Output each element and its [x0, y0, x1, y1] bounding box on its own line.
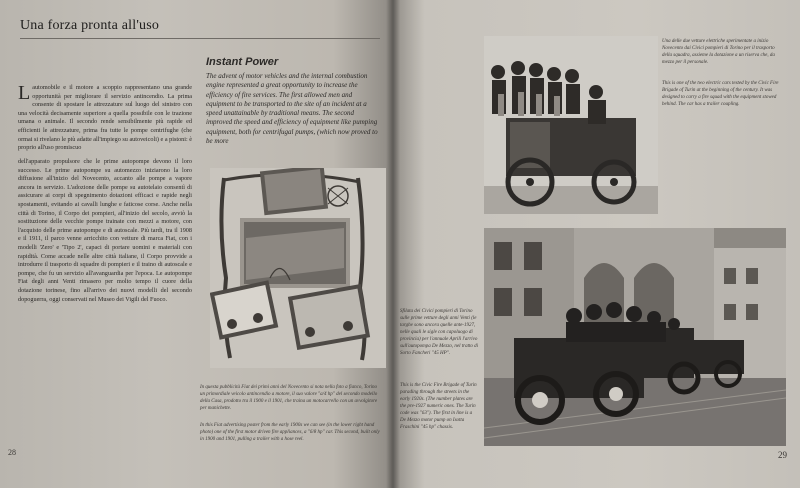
- left-page: [0, 0, 392, 488]
- body-italian-upper-text: automobile e il motore a scoppio rappresentano una grande opportunità per migliorare il servizio antincendio. La prima consente di spostare le attrezzature sul luogo del sinistro con una velocità decisamente superiore a quella possibile con le trazione umana o animale. Il secondo rende sensibilmente più rapide ed efficienti le attrezzature, prima fra tutte le pompe centrifughe (che ormai si rivelano le più adatte all'impiego su autoveicoli) e a pistoni: è proprio all'uso promiscuo: [18, 84, 192, 152]
- electric-car-photo: [484, 36, 658, 214]
- intro-english-text: The advent of motor vehicles and the internal combustion engine represented a great opportunity to increase the efficiency of fire services. The first allowed men and equipment to be transported to the site of an incident at a speed unattainable by traditional means. The second improved the speed and efficiency of equipment like pumping equipment, both for centrifugal pumps, (which now proved to be more: [206, 72, 378, 146]
- parade-photo-icon: [484, 228, 786, 446]
- electric-car-caption-italian: Una delle due vetture elettriche sperimentate a inizio Novecento dai Civici pompieri di Torino per il trasporto della squadra, assieme la dotazione a un riserva che, da mezzo per il personale.: [662, 39, 775, 65]
- body-italian-lower: dell'apparato propulsore che le prime autopompe devono il loro successo. Le prime autopompe su automezzo iniziarono la loro diffusione all'inizio del Novecento, accanto alle pompe a vapore ancora in servizio. L'adozione delle pompe su autotelaio consentì di assicurare ai corpi di spegnimento dotazioni efficaci e rapide negli spostamenti, evitando ai cavalli lunghe e faticose corse. Anche nella città di Torino, il Corpo dei pompieri, all'inizio del secolo, avviò la sostituzione delle vecchie pompe trainate con mezzi a motore, con l'acquisto delle prime autopompe e di autoscale. Più tardi, tra il 1908 e il 1911, il parco venne arricchito con vetture di marca Fiat, con i modelli 'Zero' e 'Tipo 2', capaci di portare uomini e materiali con rapidità. Come accade nelle altre città italiane, il Corpo provvide a introdurre il trasporto di squadre di pompieri e il traino di autoscale e pompe, che fu un servizio all'avanguardia per l'epoca. Le autopompe Fiat degli anni Venti rimasero per molto tempo il cuore della dotazione torinese, fino all'arrivo dei nuovi modelli del secondo dopoguerra, oggi conservati nel Museo dei Vigili del Fuoco.: [18, 158, 192, 303]
- title-divider: [20, 38, 380, 39]
- poster-caption-english: In this Fiat advertising poster from the early 1900s we can see (in the lower right hand photo) one of the first motor driven fire appliances, a "6/8 hp" car. This second, built only in 1900 and 1901, pulling a trailer with a hose reel.: [200, 423, 380, 442]
- fiat-poster-illustration: [210, 168, 386, 368]
- electric-car-caption-english: This is one of the two electric cars tested by the Civic Fire Brigade of Turin at the beginning of the century. It was designed to carry a fire squad with the equipment stowed behind. The car has a trailer coupling.: [662, 81, 779, 107]
- parade-caption-italian: Sfilata dei Civici pompieri di Torino sulle prime vetture degli anni Venti (le targhe sono ancora quelle ante-1927, nelle quali le sigle con capoluogo di provincia) per l'annuale Aprili l'arrivo sull'autopompa De Mezzo, nel tratto di Sorto Fancheri "45 HP".: [400, 309, 479, 356]
- body-italian-upper: [18, 84, 192, 153]
- electric-car-photo-icon: [484, 36, 658, 214]
- right-page: [392, 0, 800, 488]
- page-number-left: 28: [8, 448, 16, 457]
- parade-caption-english: This is the Civic Fire Brigade of Turin parading through the streets in the early 1920s. (The number plates are the pre-1927 numeric ones. The Turin code was "63"). The first in line is a De Mezzo motor pump on Isotta Fraschini "45 hp" chassis.: [400, 383, 477, 430]
- poster-caption-italian: In questa pubblicità Fiat dei primi anni del Novecento si nota nella foto a fianco, Torino un primordiale veicolo antincendio a motore, il suo valore "a/4 hp" del secondo modello della Casa, prodotto tra il 1900 e il 1901, che traina un motocarrello con un avvolgitore per manichette.: [200, 385, 378, 411]
- section-heading: Instant Power: [206, 56, 279, 68]
- book-gutter: [386, 0, 400, 488]
- drop-cap-letter: L: [18, 82, 31, 104]
- poster-illustration-icon: [210, 168, 386, 368]
- page-number-right: 29: [778, 450, 787, 460]
- chapter-title: Una forza pronta all'uso: [20, 18, 160, 33]
- parade-photo: [484, 228, 786, 446]
